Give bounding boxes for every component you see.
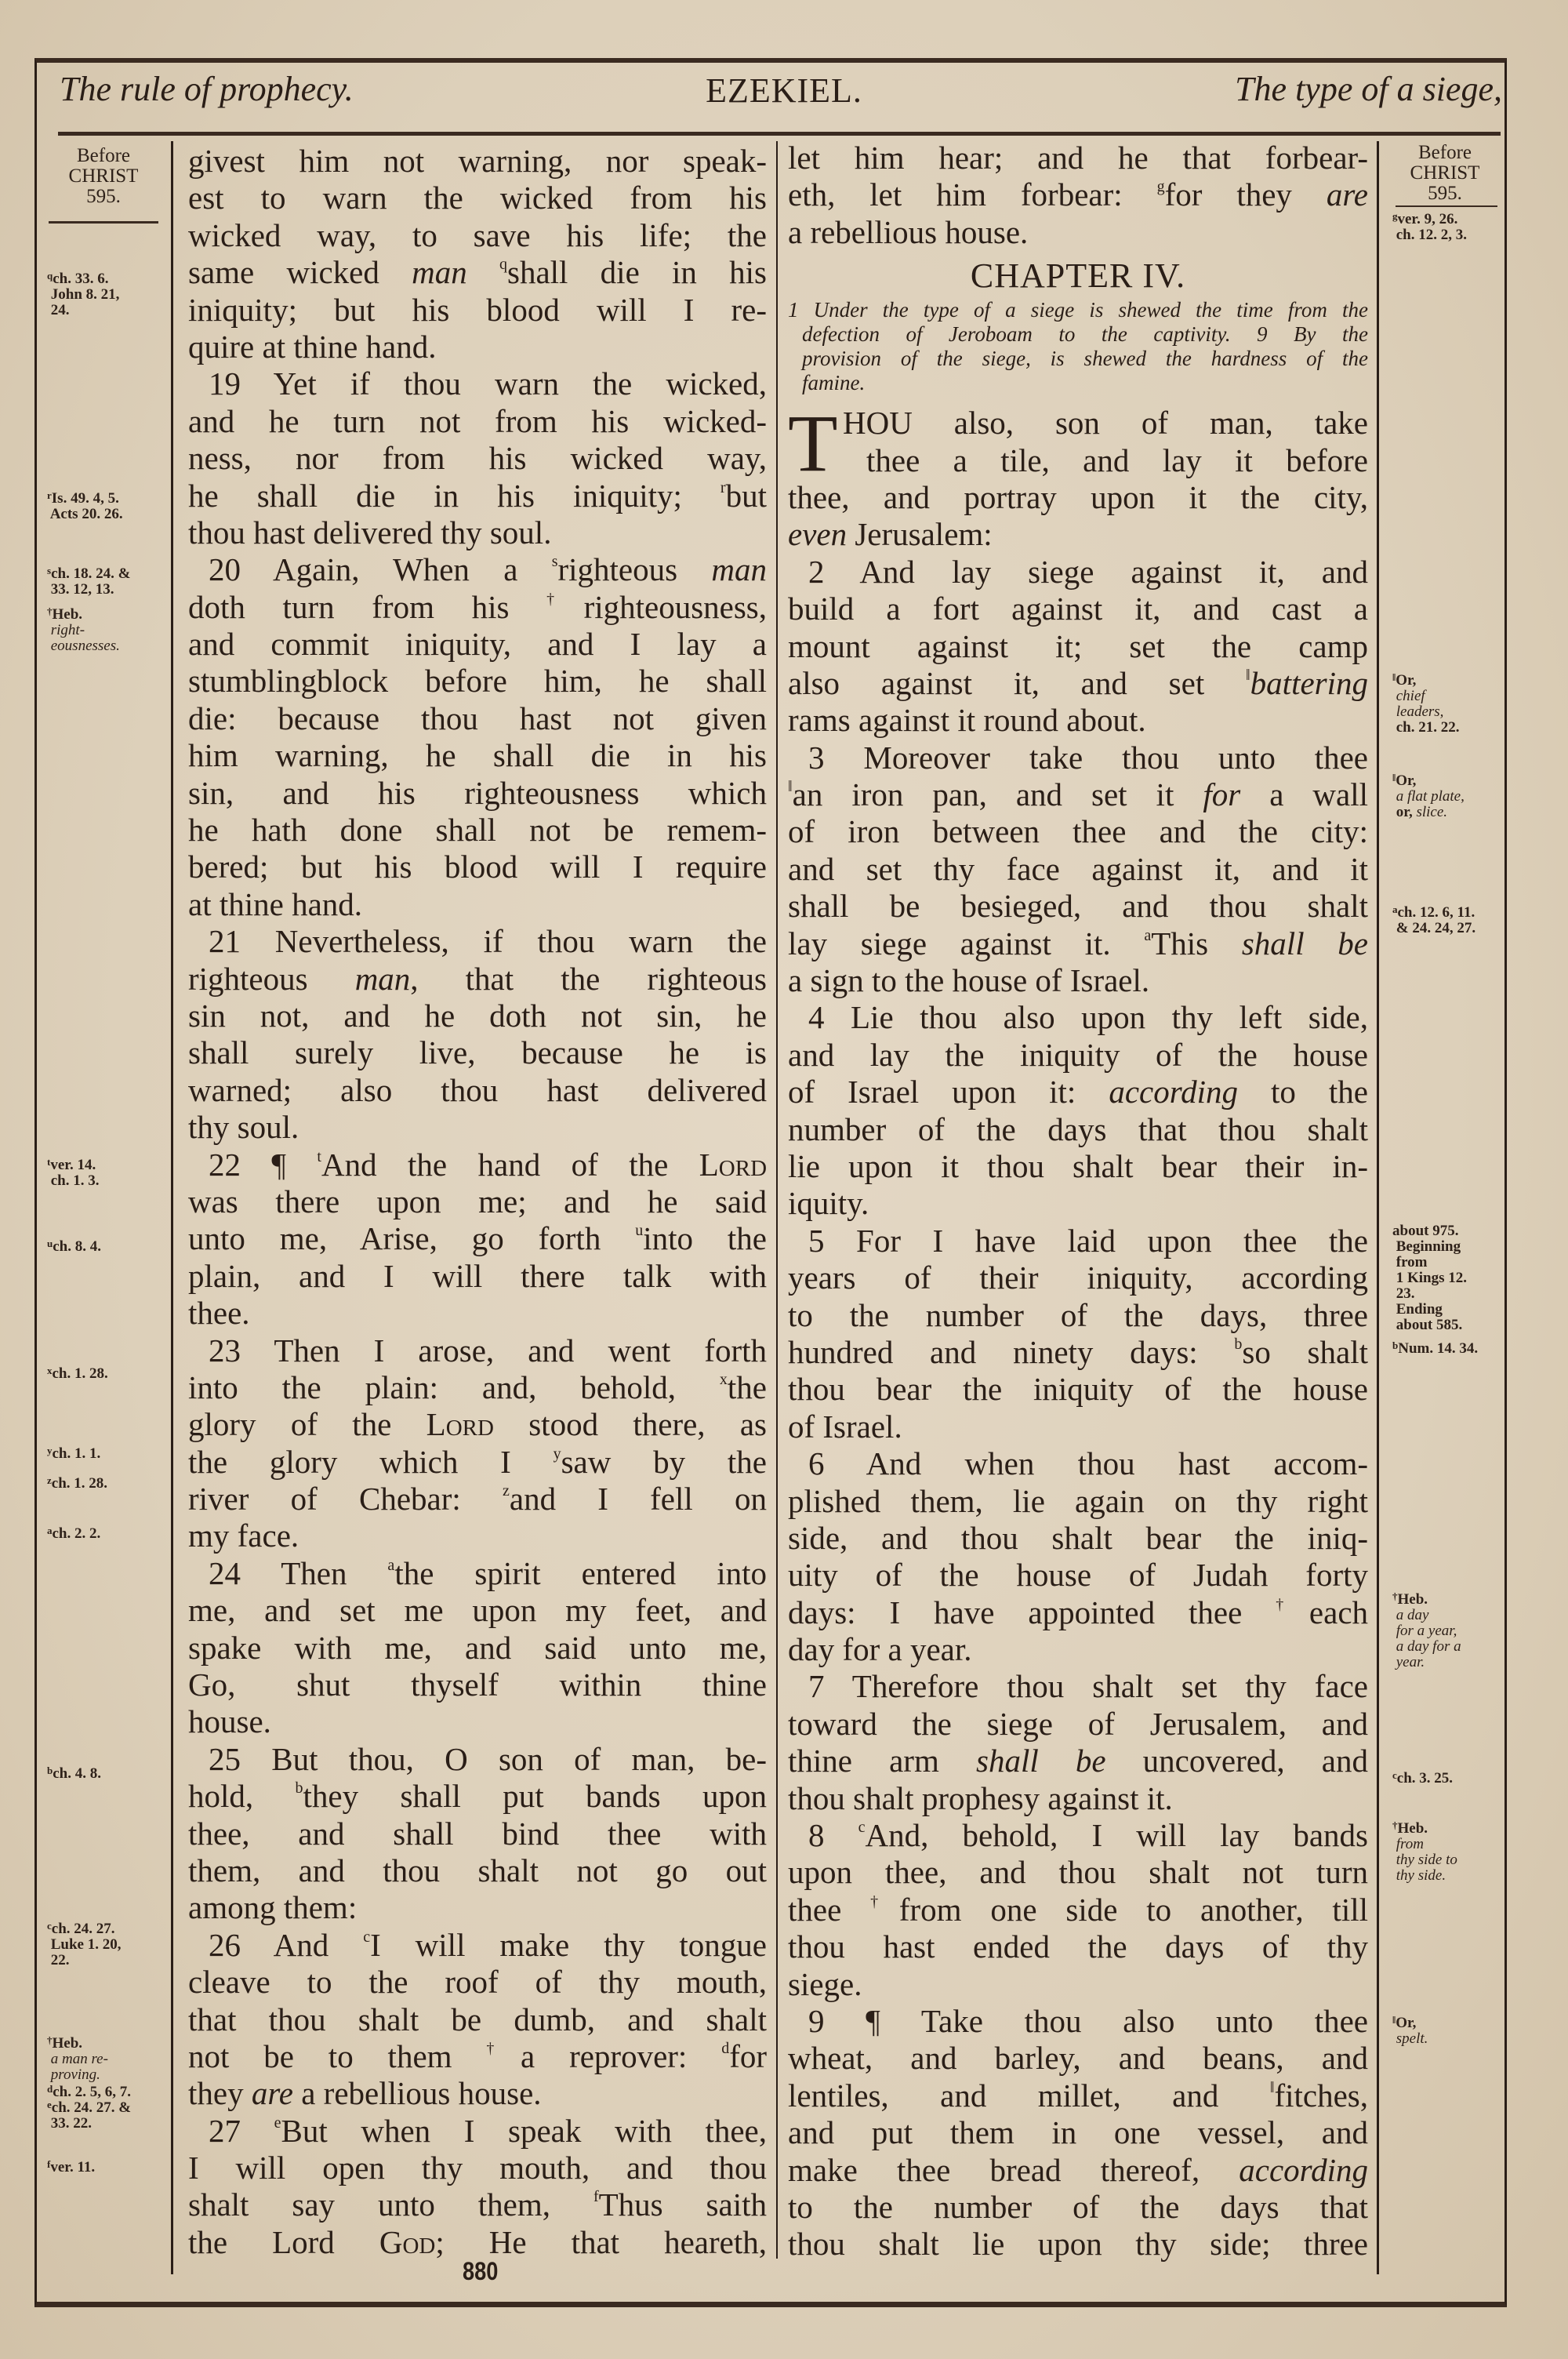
text-line: of Israel.: [788, 1408, 902, 1445]
margin-note: [1392, 1592, 1461, 1670]
small-caps-word: God: [379, 2223, 436, 2260]
text-line: years of their iniquity, according: [788, 1259, 1368, 1296]
note-text: Num. 14. 34.: [1398, 1340, 1479, 1357]
text-line: me, and set me upon my feet, and: [188, 1592, 767, 1629]
chapter-opening: [788, 398, 1368, 489]
note-text: Or,: [1396, 672, 1421, 689]
text-line: eth, let him forbear: $^g$for they are: [788, 176, 1368, 213]
reference-mark: d: [47, 2083, 53, 2095]
italic-supplied-word: even: [788, 516, 848, 553]
note-italic-text: year.: [1392, 1654, 1425, 1670]
text-line: thou hast ended the days of thy: [788, 1928, 1368, 1965]
note-text: 23.: [1392, 1285, 1415, 1302]
text-line: thine arm shall be uncovered, and: [788, 1743, 1368, 1779]
note-text: Heb.: [1397, 1591, 1432, 1608]
reference-mark: ‖: [1269, 2078, 1275, 2096]
reference-mark: a: [47, 1525, 53, 1536]
note-italic-text: proving.: [47, 2066, 100, 2083]
note-text: Luke 1. 20,: [47, 1936, 122, 1953]
bc-line: 595.: [1428, 183, 1462, 204]
text-line: shall surely live, because he is: [188, 1034, 767, 1071]
text-line: also against it, and set ‖battering: [788, 664, 1368, 701]
margin-note: [47, 1526, 100, 1542]
text-line: and he turn not from his wicked-: [188, 402, 767, 439]
margin-note: [1392, 1341, 1478, 1357]
text-line: rams against it round about.: [788, 702, 1146, 739]
text-line: thou bear the iniquity of the house: [788, 1371, 1368, 1408]
right-text-column: [788, 140, 1368, 2263]
text-line: they are a rebellious house.: [188, 2075, 542, 2112]
note-text: 33. 22.: [47, 2115, 92, 2132]
text-line: 26 And $^c$I will make thy tongue: [209, 1926, 767, 1963]
left-margin-notes: [41, 146, 166, 2263]
text-line: house.: [188, 1703, 271, 1740]
note-text: ch. 1. 28.: [51, 1475, 108, 1492]
note-text: from: [1392, 1254, 1428, 1270]
left-text-column: [188, 143, 767, 2261]
before-christ-rule: [49, 221, 158, 224]
note-text: Or,: [1396, 2015, 1421, 2031]
text-line: 6 And when thou hast accom-: [808, 1445, 1368, 1482]
page-number: 880: [463, 2257, 499, 2285]
note-text: ch. 21. 22.: [1392, 719, 1460, 736]
bc-line: CHRIST: [1410, 162, 1480, 184]
text-line: thee, and shall bind thee with: [188, 1815, 767, 1852]
reference-mark: †: [1392, 1590, 1398, 1602]
small-caps-word: Lord: [426, 1406, 494, 1443]
reference-mark: ‖: [788, 778, 793, 796]
reference-mark: c: [1392, 1769, 1397, 1781]
italic-supplied-word: shall be: [1241, 925, 1368, 961]
reference-mark: z: [47, 1474, 52, 1486]
reference-mark: x: [719, 1370, 728, 1388]
text-line: to the number of the days that: [788, 2188, 1368, 2225]
text-line: thou shalt lie upon thy side; three: [788, 2226, 1368, 2263]
reference-mark: c: [858, 1819, 866, 1837]
drop-cap-lines: [788, 398, 1368, 489]
text-line: 20 Again, When a $^s$righteous man: [209, 551, 767, 588]
text-line: 1 Under the type of a siege is shewed the time from the: [788, 298, 1368, 322]
text-line: quire at thine hand.: [188, 328, 437, 365]
text-line: number of the days that thou shalt: [788, 1110, 1368, 1147]
bc-line: CHRIST: [68, 165, 139, 187]
note-text: ch. 24. 27.: [51, 1921, 115, 1937]
italic-supplied-word: man: [354, 960, 411, 997]
reference-mark: g: [1156, 178, 1165, 196]
margin-note: [1392, 1821, 1457, 1884]
margin-note: [1392, 673, 1460, 736]
note-text: Ending: [1392, 1301, 1443, 1318]
text-line: I will open thy mouth, and thou: [188, 2150, 767, 2186]
right-margin-rule: [1377, 141, 1379, 2274]
note-text: 33. 12, 13.: [47, 581, 114, 598]
text-line: thee.: [188, 1295, 250, 1332]
center-column-rule: [776, 141, 778, 2259]
text-line: ‖an iron pan, and set it for a wall: [788, 776, 1368, 813]
text-line: 5 For I have laid upon thee the: [808, 1222, 1368, 1259]
note-italic-text: eousnesses.: [47, 638, 120, 654]
note-italic-text: right-: [47, 622, 85, 638]
text-line: the Lord God; He that heareth,: [188, 2223, 767, 2260]
text-line: 4 Lie thou also upon thy left side,: [808, 999, 1368, 1036]
note-text: Beginning: [1392, 1238, 1461, 1255]
note-text: 24.: [47, 302, 70, 318]
reference-mark: y: [47, 1445, 53, 1456]
chapter-title: CHAPTER IV.: [970, 256, 1186, 296]
reference-mark: †: [1276, 1595, 1309, 1613]
text-line: sin not, and he doth not sin, he: [188, 997, 767, 1034]
margin-note: [47, 2036, 108, 2083]
italic-supplied-word: according: [1109, 1074, 1239, 1110]
reference-mark: f: [47, 2158, 51, 2170]
note-text: ver. 14.: [50, 1157, 96, 1173]
reference-mark: a: [1392, 903, 1398, 915]
text-line: est to warn the wicked from his: [188, 180, 767, 216]
text-line: make thee bread thereof, according: [788, 2151, 1368, 2188]
italic-supplied-word: are: [1326, 176, 1368, 213]
header-rule: [58, 132, 1501, 136]
text-line: thee a tile, and lay it before: [866, 442, 1368, 478]
text-line: and put them in one vessel, and: [788, 2114, 1368, 2151]
bc-line: Before: [1417, 142, 1472, 163]
text-line: of Israel upon it: according to the: [788, 1074, 1368, 1110]
text-line: and set thy face against it, and it: [788, 850, 1368, 887]
text-line: to the number of the days, three: [788, 1296, 1368, 1333]
note-text: ch. 18. 24. &: [51, 565, 131, 582]
note-text: Heb.: [1397, 1820, 1432, 1837]
margin-note: [1392, 1223, 1467, 1333]
bc-line: 595.: [86, 186, 121, 207]
text-line: thou shalt prophesy against it.: [788, 1779, 1173, 1816]
chapter-4-verses: [788, 479, 1368, 2263]
margin-note: [47, 1446, 100, 1462]
left-margin-rule: [171, 141, 173, 2274]
margin-note: [47, 607, 120, 654]
reference-mark: a: [1144, 926, 1152, 944]
reference-mark: a: [387, 1556, 395, 1574]
reference-mark: u: [47, 1238, 53, 1249]
note-text: Heb.: [52, 606, 86, 623]
text-line: 23 Then I arose, and went forth: [209, 1332, 767, 1369]
drop-cap: T: [788, 398, 838, 489]
note-text: ver. 11.: [50, 2159, 96, 2175]
note-text: 22.: [47, 1952, 70, 1968]
running-head-book-title: EZEKIEL.: [706, 71, 862, 110]
note-text: ch. 1. 28.: [52, 1365, 108, 1382]
reference-mark: b: [295, 1779, 303, 1797]
reference-mark: d: [721, 2039, 730, 2057]
margin-note: [47, 2085, 131, 2100]
note-text: ch. 12. 2, 3.: [1392, 227, 1467, 243]
text-line: mount against it; set the camp: [788, 627, 1368, 664]
margin-note: [47, 1366, 108, 1382]
text-line: defection of Jeroboam to the captivity. 9 By the: [802, 322, 1368, 347]
text-line: 19 Yet if thou warn the wicked,: [209, 365, 767, 402]
text-line: was there upon me; and he said: [188, 1183, 767, 1219]
reference-mark: †: [546, 590, 584, 608]
text-line: a sign to the house of Israel.: [788, 962, 1150, 999]
note-text: ch. 1. 1.: [52, 1445, 101, 1462]
text-line: 2 And lay siege against it, and: [808, 553, 1368, 590]
text-line: 24 Then $^a$the spirit entered into: [209, 1554, 767, 1591]
note-text: ch. 1. 3.: [47, 1172, 100, 1189]
note-text: & 24. 24, 27.: [1392, 920, 1476, 936]
note-text: ch. 2. 2.: [52, 1525, 101, 1542]
reference-mark: x: [47, 1365, 53, 1376]
text-line: provision of the siege, is shewed the hardness of the: [802, 347, 1368, 371]
reference-mark: s: [47, 565, 52, 576]
text-line: toward the siege of Jerusalem, and: [788, 1705, 1368, 1742]
text-line: side, and thou shalt bear the iniq-: [788, 1519, 1368, 1556]
text-line: glory of the Lord stood there, as: [188, 1406, 767, 1443]
note-italic-text: a day for a: [1392, 1638, 1461, 1655]
text-line: die: because thou hast not given: [188, 700, 767, 736]
before-christ-label: [41, 146, 166, 207]
text-line: not be to them †a reprover: $^d$for: [188, 2037, 767, 2074]
text-line: at thine hand.: [188, 885, 363, 922]
reference-mark: b: [1392, 1339, 1399, 1351]
running-head-left: The rule of prophecy.: [60, 70, 354, 108]
note-italic-text: a day: [1392, 1607, 1429, 1623]
note-italic-text: a flat plate,: [1392, 788, 1465, 805]
reference-mark: †: [47, 2034, 53, 2046]
note-italic-text: leaders,: [1392, 703, 1444, 720]
text-line: HOU also, son of man, take: [843, 405, 1368, 442]
reference-mark: u: [635, 1222, 644, 1240]
note-text: or,: [1392, 804, 1417, 820]
note-italic-text: from: [1392, 1836, 1424, 1852]
text-line: stumblingblock before him, he shall: [188, 663, 767, 700]
text-line: that thou shalt be dumb, and shalt: [188, 2001, 767, 2037]
note-text: about 585.: [1392, 1317, 1463, 1333]
note-text: 1 Kings 12.: [1392, 1270, 1468, 1286]
margin-note: [47, 2100, 131, 2132]
text-line: iquity.: [788, 1185, 869, 1222]
margin-note: [1392, 1771, 1453, 1787]
note-italic-text: slice.: [1416, 804, 1448, 820]
text-line: uity of the house of Judah forty: [788, 1557, 1368, 1594]
text-line: let him hear; and he that forbear-: [788, 140, 1368, 176]
text-line: 7 Therefore thou shalt set thy face: [808, 1668, 1368, 1705]
text-line: 27 $^e$But when I speak with thee,: [209, 2112, 767, 2149]
note-text: ch. 24. 27. &: [51, 2099, 132, 2116]
note-text: ch. 33. 6.: [53, 271, 109, 287]
note-text: Is. 49. 4, 5.: [51, 490, 119, 507]
text-line: day for a year.: [788, 1631, 972, 1668]
text-line: my face.: [188, 1518, 299, 1554]
reference-mark: g: [1392, 210, 1398, 222]
margin-note: [47, 1476, 107, 1492]
margin-note: [47, 1921, 122, 1968]
text-line: cleave to the roof of thy mouth,: [188, 1964, 767, 2001]
text-line: 9 ¶ Take thou also unto thee: [808, 2002, 1368, 2039]
before-christ-rule: [1396, 205, 1497, 207]
text-line: 22 ¶ $^t$And the hand of the Lord: [209, 1146, 768, 1183]
small-caps-word: Lord: [699, 1146, 768, 1183]
text-line: shalt say unto them, $^f$Thus saith: [188, 2186, 767, 2223]
text-line: spake with me, and said unto me,: [188, 1629, 767, 1666]
right-margin-notes: [1386, 143, 1504, 2260]
text-line: wheat, and barley, and beans, and: [788, 2040, 1368, 2077]
text-line: famine.: [802, 371, 866, 395]
reference-mark: ‖: [1392, 772, 1396, 783]
text-line: 8 $^c$And, behold, I will lay bands: [808, 1817, 1368, 1854]
text-line: and commit iniquity, and I lay a: [188, 626, 767, 663]
text-line: givest him not warning, nor speak-: [188, 143, 767, 179]
italic-supplied-word: man: [412, 254, 467, 291]
text-line: same wicked man $^q$shall die in his: [188, 254, 768, 291]
bc-line: Before: [76, 145, 131, 166]
margin-note: [1392, 212, 1467, 243]
text-line: and lay the iniquity of the house: [788, 1036, 1368, 1073]
text-line: wicked way, to save his life; the: [188, 216, 767, 253]
before-christ-label: [1386, 143, 1504, 204]
italic-supplied-word: shall be: [975, 1743, 1106, 1779]
text-line: Go, shut thyself within thine: [188, 1667, 767, 1703]
note-text: ch. 2. 5, 6, 7.: [53, 2084, 131, 2100]
italic-supplied-word: man: [711, 551, 767, 588]
note-text: ch. 12. 6, 11.: [1397, 904, 1475, 921]
italic-supplied-word: battering: [1250, 664, 1368, 701]
note-text: ch. 8. 4.: [53, 1238, 101, 1255]
italic-supplied-word: for: [1203, 776, 1241, 813]
note-text: ver. 9, 26.: [1397, 211, 1458, 227]
text-line: siege.: [788, 1965, 862, 2002]
text-line: he hath done shall not be remem-: [188, 812, 767, 849]
reference-mark: r: [720, 478, 726, 496]
text-line: river of Chebar: $^z$and I fell on: [188, 1481, 768, 1518]
note-text: ch. 3. 25.: [1396, 1770, 1454, 1787]
text-line: he shall die in his iniquity; $^r$but: [188, 477, 767, 514]
text-line: 21 Nevertheless, if thou warn the: [209, 923, 767, 960]
note-text: ch. 4. 8.: [53, 1765, 101, 1782]
text-line: ness, nor from his wicked way,: [188, 440, 767, 477]
text-line: build a fort against it, and cast a: [788, 591, 1368, 627]
text-line: hundred and ninety days: $^b$so shalt: [788, 1333, 1368, 1370]
chapter-3-ending: [788, 140, 1368, 251]
margin-note: [47, 491, 123, 522]
text-line: warned; also thou hast delivered: [188, 1071, 767, 1108]
chapter-summary: [788, 298, 1368, 395]
note-italic-text: chief: [1392, 688, 1425, 704]
note-italic-text: a man re-: [47, 2051, 108, 2067]
reference-mark: z: [502, 1482, 510, 1500]
margin-note: [47, 1158, 100, 1189]
text-line: into the plain: and, behold, $^x$the: [188, 1369, 767, 1405]
text-line: them, and thou shalt not go out: [188, 1852, 767, 1888]
text-line: a rebellious house.: [788, 213, 1029, 250]
reference-mark: †: [486, 2039, 521, 2057]
reference-mark: q: [47, 270, 53, 282]
text-line: of iron between thee and the city:: [788, 813, 1368, 850]
note-text: Or,: [1396, 772, 1417, 789]
text-line: him warning, he shall die in his: [188, 737, 767, 774]
reference-mark: f: [593, 2188, 599, 2206]
text-line: lay siege against it. $^a$This shall be: [788, 925, 1368, 961]
note-italic-text: for a year,: [1392, 1623, 1457, 1639]
reference-mark: t: [47, 1156, 51, 1168]
text-line: sin, and his righteousness which: [188, 774, 767, 811]
text-line: 25 But thou, O son of man, be-: [209, 1740, 767, 1777]
text-line: unto me, Arise, go forth $^u$into the: [188, 1220, 767, 1257]
text-line: thee, and portray upon it the city,: [788, 478, 1368, 515]
note-text: Acts 20. 26.: [47, 506, 123, 522]
text-line: 3 Moreover take thou unto thee: [808, 739, 1368, 776]
text-line: doth turn from his †righteousness,: [188, 588, 768, 625]
text-line: hold, $^b$they shall put bands upon: [188, 1778, 767, 1815]
text-line: days: I have appointed thee †each: [788, 1594, 1369, 1630]
italic-supplied-word: are: [251, 2075, 293, 2112]
reference-mark: †: [870, 1892, 899, 1910]
reference-mark: e: [47, 2099, 52, 2110]
note-text: Heb.: [52, 2035, 83, 2052]
reference-mark: e: [274, 2114, 281, 2132]
margin-note: [47, 1766, 101, 1782]
text-line: plished them, lie again on thy right: [788, 1482, 1368, 1519]
text-line: among them:: [188, 1889, 358, 1926]
margin-note: [1392, 773, 1465, 820]
reference-mark: ‖: [1246, 666, 1250, 684]
reference-mark: †: [1392, 1819, 1398, 1831]
reference-mark: c: [47, 1920, 52, 1932]
margin-note: [1392, 905, 1475, 936]
note-text: about 975.: [1392, 1223, 1459, 1239]
text-line: thy soul.: [188, 1109, 299, 1146]
reference-mark: q: [499, 256, 507, 274]
reference-mark: s: [551, 553, 558, 571]
reference-mark: ‖: [1392, 2014, 1396, 2026]
reference-mark: †: [47, 605, 53, 617]
margin-note: [47, 566, 130, 598]
reference-mark: ‖: [1392, 671, 1396, 683]
note-text: John 8. 21,: [47, 286, 120, 303]
margin-note: [47, 2160, 95, 2175]
text-line: thou hast delivered thy soul.: [188, 514, 552, 551]
reference-mark: b: [1234, 1335, 1243, 1353]
note-italic-text: thy side.: [1392, 1867, 1446, 1884]
text-line: even Jerusalem:: [788, 516, 993, 553]
reference-mark: r: [47, 489, 52, 501]
note-italic-text: spelt.: [1392, 2030, 1428, 2047]
margin-note: [1392, 2016, 1428, 2047]
margin-note: [47, 271, 119, 318]
text-line: thee †from one side to another, till: [788, 1891, 1368, 1928]
text-line: the glory which I $^y$saw by the: [188, 1443, 767, 1480]
reference-mark: c: [363, 1928, 371, 1946]
running-head-right: The type of a siege,: [1235, 70, 1502, 108]
reference-mark: t: [317, 1147, 321, 1165]
italic-supplied-word: according: [1239, 2151, 1368, 2188]
text-line: lie upon it thou shalt bear their in-: [788, 1147, 1368, 1184]
text-line: shall be besieged, and thou shalt: [788, 888, 1368, 925]
text-line: lentiles, and millet, and ‖fitches,: [788, 2077, 1368, 2114]
note-italic-text: thy side to: [1392, 1852, 1457, 1868]
text-line: iniquity; but his blood will I re-: [188, 291, 767, 328]
reference-mark: y: [553, 1445, 561, 1463]
reference-mark: b: [47, 1765, 53, 1776]
margin-note: [47, 1239, 101, 1255]
text-line: upon thee, and thou shalt not turn: [788, 1854, 1368, 1891]
text-line: plain, and I will there talk with: [188, 1257, 767, 1294]
text-line: bered; but his blood will I require: [188, 849, 767, 885]
text-line: righteous man, that the righteous: [188, 960, 767, 997]
